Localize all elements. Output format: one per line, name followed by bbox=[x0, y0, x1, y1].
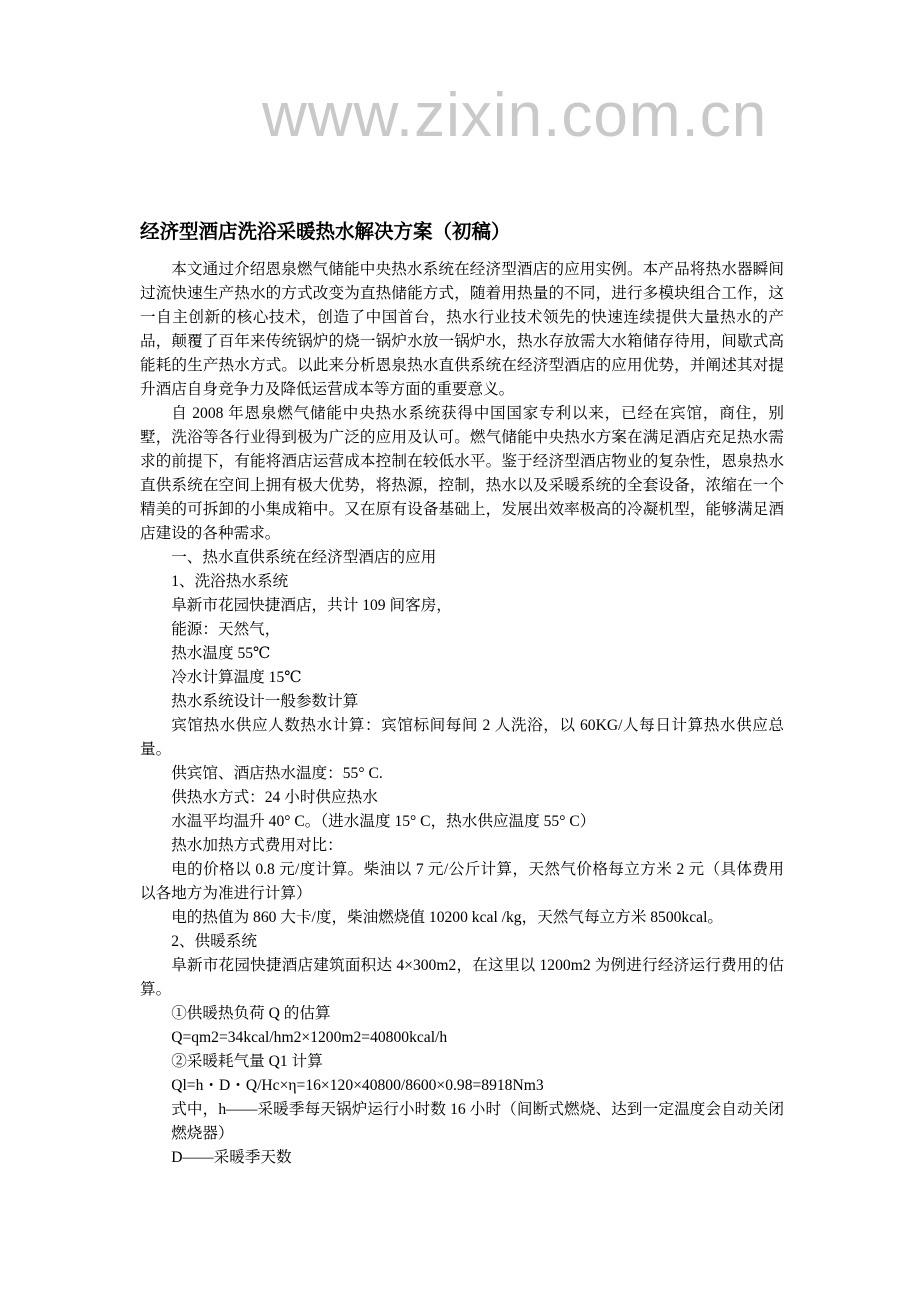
watermark: www.zixin.com.cn bbox=[262, 81, 768, 150]
text-line: 水温平均温升 40° C。（进水温度 15° C，热水供应温度 55° C） bbox=[171, 813, 596, 830]
text-line: 供热水方式：24 小时供应热水 bbox=[171, 789, 378, 806]
text-line: ②采暖耗气量 Q1 计算 bbox=[171, 1053, 323, 1070]
text-line: 冷水计算温度 15℃ bbox=[171, 669, 302, 686]
formula-explanation: D——采暖季天数 bbox=[171, 1149, 292, 1166]
text-line: 阜新市花园快捷酒店，共计 109 间客房， bbox=[171, 597, 452, 614]
document-title: 经济型酒店洗浴采暖热水解决方案（初稿） bbox=[140, 220, 511, 243]
formula-explanation: 式中，h——采暖季每天锅炉运行小时数 16 小时（间断式燃烧、达到一定温度会自动关闭燃烧器） bbox=[171, 1101, 784, 1142]
text-line: 阜新市花园快捷酒店建筑面积达 4×300m2，在这里以 1200m2 为例进行经济运行费用的估算。 bbox=[140, 957, 784, 998]
document-body bbox=[140, 218, 784, 1170]
background-paragraph: 自 2008 年恩泉燃气储能中央热水系统获得中国国家专利以来，已经在宾馆，商住，别墅，洗浴等各行业得到极为广泛的应用及认可。燃气储能中央热水方案在满足酒店充足热水需求的前提下，有能将酒店运营成本控制在较低水平。鉴于经济型酒店物业的复杂性，恩泉热水直供系统在空间上拥有极大优势，将热源，控制，热水以及采暖系统的全套设备，浓缩在一个精美的可拆卸的小集成箱中。又在原有设备基础上，发展出效率极高的冷凝机型，能够满足酒店建设的各种需求。 bbox=[140, 405, 784, 542]
text-line: ①供暖热负荷 Q 的估算 bbox=[171, 1005, 331, 1022]
section-heading: 一、热水直供系统在经济型酒店的应用 bbox=[171, 549, 437, 566]
text-line: 宾馆热水供应人数热水计算：宾馆标间每间 2 人洗浴，以 60KG/人每日计算热水供应总量。 bbox=[140, 717, 784, 758]
subsection-heading: 2、供暖系统 bbox=[171, 933, 257, 950]
intro-paragraph: 本文通过介绍恩泉燃气储能中央热水系统在经济型酒店的应用实例。本产品将热水器瞬间过流快速生产热水的方式改变为直热储能方式，随着用热量的不同，进行多模块组合工作，这一自主创新的核心技术，创造了中国首台，热水行业技术领先的快速连续提供大量热水的产品，颠覆了百年来传统锅炉的烧一锅炉水放一锅炉水，热水存放需大水箱储存待用，间歇式高能耗的生产热水方式。以此来分析恩泉热水直供系统在经济型酒店的应用优势，并阐述其对提升酒店自身竞争力及降低运营成本等方面的重要意义。 bbox=[140, 261, 784, 398]
formula-line: Ql=h・D・Q/Hc×η=16×120×40800/8600×0.98=8918Nm3 bbox=[171, 1077, 544, 1094]
text-line: 电的热值为 860 大卡/度，柴油燃烧值 10200 kcal /kg，天然气每立方米 8500kcal。 bbox=[171, 909, 723, 926]
text-line: 供宾馆、酒店热水温度：55° C. bbox=[171, 765, 383, 782]
text-line: 热水加热方式费用对比： bbox=[171, 837, 343, 854]
text-line: 能源：天然气， bbox=[171, 621, 281, 638]
text-line: 热水温度 55℃ bbox=[171, 645, 271, 662]
formula-line: Q=qm2=34kcal/hm2×1200m2=40800kcal/h bbox=[171, 1029, 448, 1046]
subsection-heading: 1、洗浴热水系统 bbox=[171, 573, 289, 590]
text-line: 电的价格以 0.8 元/度计算。柴油以 7 元/公斤计算，天然气价格每立方米 2 元（具体费用以各地方为准进行计算） bbox=[140, 861, 784, 902]
text-line: 热水系统设计一般参数计算 bbox=[171, 693, 359, 710]
